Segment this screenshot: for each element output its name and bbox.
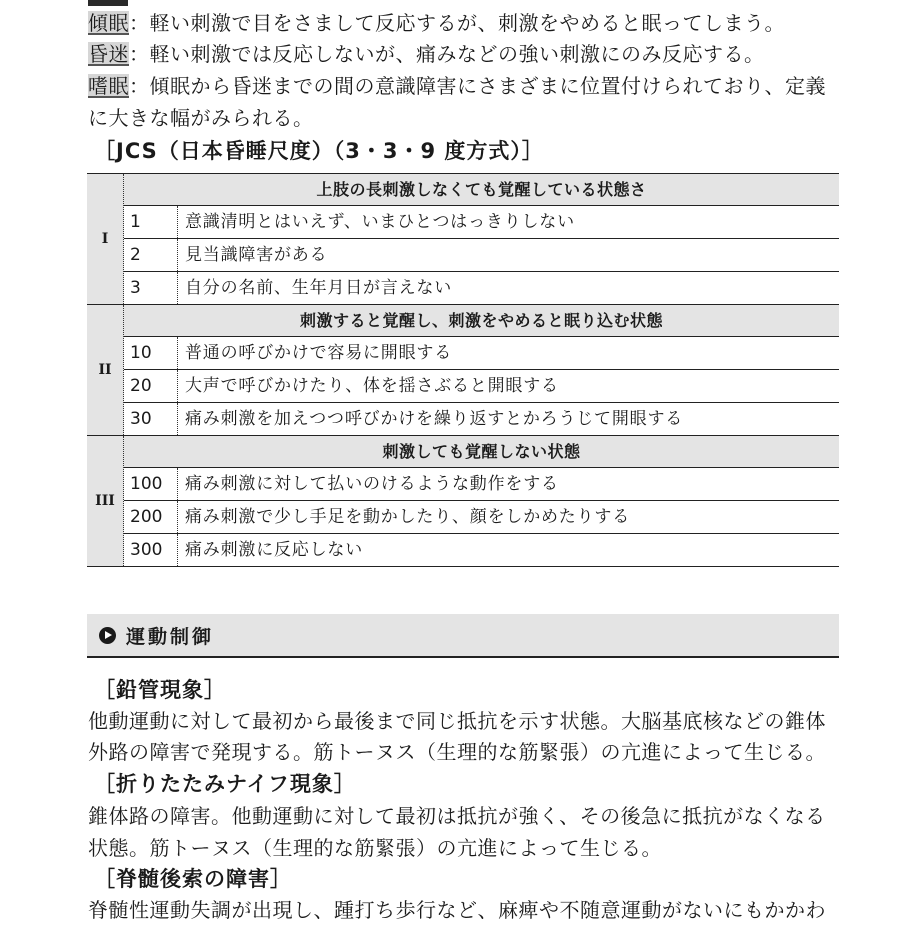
body-line: 他動運動に対して最初から最後まで同じ抵抗を示す状態。大脳基底核などの錐体	[88, 709, 826, 733]
description-cell: 痛み刺激で少し手足を動かしたり、顔をしかめたりする	[185, 507, 630, 527]
jcs-group-3	[87, 435, 839, 566]
play-circle-icon	[99, 627, 116, 644]
section-motor-control	[87, 614, 839, 658]
description-cell: 自分の名前、生年月日が言えない	[185, 278, 452, 298]
score-cell: 30	[124, 403, 178, 435]
score-cell: 300	[124, 534, 178, 566]
jcs-title: ［JCS（日本昏睡尺度）（3・3・9 度方式）］	[94, 139, 544, 163]
body-line: 外路の障害で発現する。筋トーヌス（生理的な筋緊張）の亢進によって生じる。	[88, 740, 826, 764]
description-cell: 普通の呼びかけで容易に開眼する	[185, 343, 452, 363]
description-cell: 痛み刺激を加えつつ呼びかけを繰り返すとかろうじて開眼する	[185, 409, 684, 429]
subheading-dorsal-column: ［脊髄後索の障害］	[94, 867, 292, 891]
score-cell: 200	[124, 501, 178, 533]
group-header: 刺激すると覚醒し、刺激をやめると眠り込む状態	[124, 305, 839, 336]
term-lethargy: 嗜眠	[88, 74, 129, 98]
group-label: I	[87, 174, 124, 304]
subheading-lead-pipe: ［鉛管現象］	[94, 678, 226, 702]
table-row	[124, 402, 839, 435]
group-header: 刺激しても覚醒しない状態	[124, 436, 839, 467]
table-row	[124, 500, 839, 533]
jcs-table	[87, 173, 839, 567]
term-somnolence: 傾眠	[88, 11, 129, 35]
definition-text: ：軽い刺激で目をさまして反応するが、刺激をやめると眠ってしまう。	[129, 11, 785, 35]
jcs-group-1	[87, 173, 839, 304]
table-row	[124, 205, 839, 238]
table-row	[124, 467, 839, 500]
description-cell: 大声で呼びかけたり、体を揺さぶると開眼する	[185, 376, 559, 396]
score-cell: 10	[124, 337, 178, 369]
score-cell: 1	[124, 206, 178, 238]
score-cell: 3	[124, 272, 178, 304]
subheading-clasp-knife: ［折りたたみナイフ現象］	[94, 772, 356, 796]
jcs-group-2	[87, 304, 839, 435]
highlight-fragment	[88, 0, 128, 6]
definition-text: ：軽い刺激では反応しないが、痛みなどの強い刺激にのみ反応する。	[129, 42, 765, 66]
group-label: II	[87, 305, 124, 435]
body-line: 錐体路の障害。他動運動に対して最初は抵抗が強く、その後急に抵抗がなくなる	[88, 804, 826, 828]
description-cell: 痛み刺激に対して払いのけるような動作をする	[185, 474, 559, 494]
description-cell: 痛み刺激に反応しない	[185, 540, 363, 560]
score-cell: 2	[124, 239, 178, 271]
definition-somnolence	[88, 8, 848, 38]
table-row	[124, 271, 839, 304]
table-row	[124, 336, 839, 369]
table-row	[124, 369, 839, 402]
group-header: 上肢の長刺激しなくても覚醒している状態さ	[124, 174, 839, 205]
definition-text: ：傾眠から昏迷までの間の意識障害にさまざまに位置付けられており、定義	[129, 74, 826, 98]
cropped-previous-line	[88, 0, 648, 6]
term-stupor: 昏迷	[88, 42, 129, 66]
table-row	[124, 238, 839, 271]
definition-continuation: に大きな幅がみられる。	[88, 106, 314, 130]
definition-lethargy	[88, 71, 848, 101]
score-cell: 20	[124, 370, 178, 402]
table-row	[124, 533, 839, 566]
definition-stupor	[88, 39, 848, 69]
description-cell: 見当識障害がある	[185, 245, 328, 265]
section-title: 運動制御	[126, 625, 215, 648]
body-line: 脊髄性運動失調が出現し、踵打ち歩行など、麻痺や不随意運動がないにもかかわ	[88, 898, 826, 922]
description-cell: 意識清明とはいえず、いまひとつはっきりしない	[185, 212, 575, 232]
body-line: 状態。筋トーヌス（生理的な筋緊張）の亢進によって生じる。	[88, 836, 662, 860]
group-label: III	[87, 436, 124, 566]
score-cell: 100	[124, 468, 178, 500]
